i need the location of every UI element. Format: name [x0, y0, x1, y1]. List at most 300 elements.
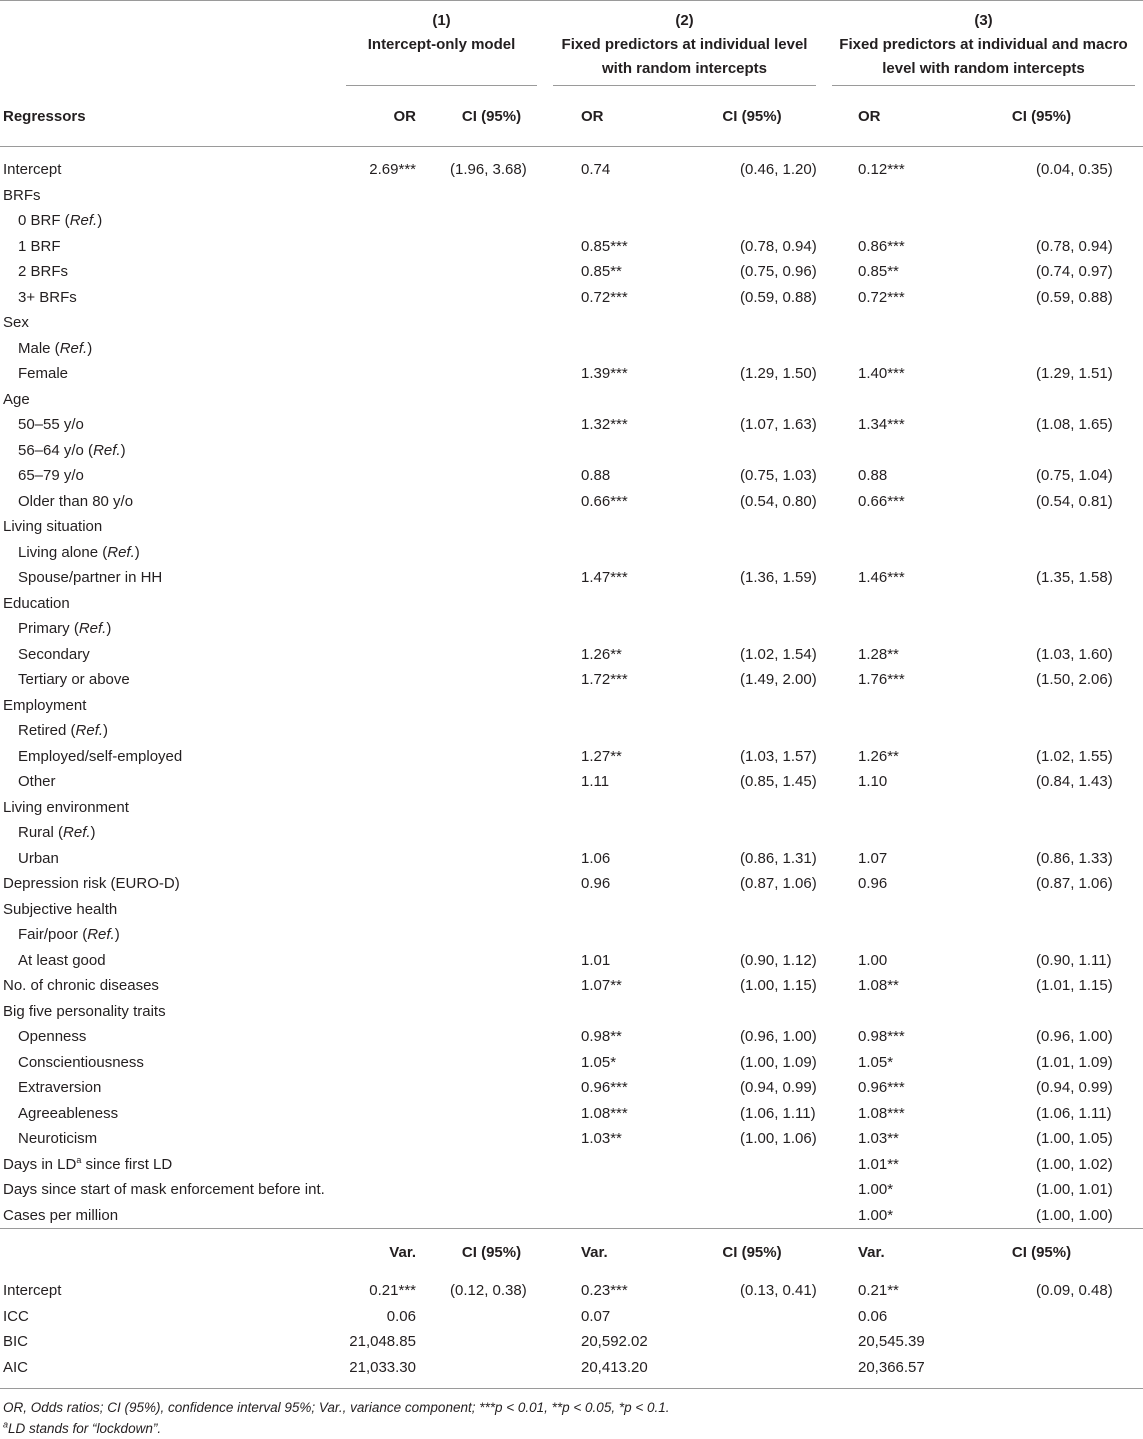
var-ci-model-3 [930, 1329, 1143, 1355]
regressor-label: 56–64 y/o (Ref.) [18, 441, 126, 459]
or-value-model-2: 1.72*** [581, 671, 628, 688]
regressor-label-text: Subjective health [3, 900, 118, 918]
or-value-model-3 [824, 922, 930, 948]
or-value-model-3: 0.96 [858, 875, 888, 892]
ci-value-model-2 [650, 718, 824, 744]
ci-value-model-3 [930, 795, 1143, 821]
regressors-header: Regressors [0, 86, 338, 147]
or-value-model-2 [545, 693, 650, 719]
or-value-model-3 [824, 718, 930, 744]
regressor-label [0, 489, 338, 515]
ci-value-model-2: (1.49, 2.00) [740, 671, 817, 688]
regressor-label [0, 948, 338, 974]
model-3-title: Fixed predictors at individual and macro level with random intercepts [839, 36, 1128, 77]
or-value-model-3: 1.07 [858, 849, 888, 867]
variance-row [0, 1329, 1143, 1355]
regressor-label-text: Education [3, 594, 70, 612]
ci-value-model-3 [930, 438, 1143, 464]
ci-header-3: CI (95%) [930, 86, 1143, 147]
regressor-label-text: Cases per million [3, 1206, 119, 1224]
ci-value-model-1: (1.96, 3.68) [450, 161, 527, 178]
abbreviation-note: OR, Odds ratios; CI (95%), confidence interval 95%; Var., variance component; ***p < 0.01, **p < 0.05, *p < 0.1. [3, 1400, 670, 1415]
or-value-model-2: 0.88 [581, 467, 611, 484]
or-value-model-2 [545, 897, 650, 923]
ci-value-model-2 [650, 795, 824, 821]
ci-value-model-3 [930, 183, 1143, 209]
regressor-label-text: Employment [3, 696, 87, 714]
or-value-model-3 [824, 897, 930, 923]
regressor-label [0, 1152, 338, 1178]
variance-row [0, 1304, 1143, 1330]
ci-value-model-1 [438, 973, 545, 999]
ci-value-model-3 [930, 616, 1143, 642]
or-value-model-3: 1.08** [858, 977, 899, 994]
ci-value-model-3: (0.90, 1.11) [1036, 951, 1112, 969]
ci-value-model-1 [438, 540, 545, 566]
table-row [0, 1050, 1143, 1076]
ci-value-model-2: (1.29, 1.50) [740, 365, 817, 382]
table-row [0, 1152, 1143, 1178]
or-value-model-3: 0.88 [858, 467, 888, 484]
regressor-label [0, 387, 338, 413]
ci-value-model-2: (1.00, 1.09) [740, 1053, 817, 1071]
var-ci-header-2: CI (95%) [722, 1243, 782, 1261]
or-value-model-1 [338, 591, 438, 617]
var-value-model-1: 21,048.85 [349, 1333, 416, 1350]
ci-value-model-1 [438, 361, 545, 387]
regressor-label: Retired (Ref.) [18, 722, 109, 739]
table-row [0, 948, 1143, 974]
var-ci-model-3 [930, 1304, 1143, 1330]
ci-value-model-2: (0.78, 0.94) [740, 237, 817, 255]
ci-value-model-1 [438, 871, 545, 897]
or-value-model-1 [338, 769, 438, 795]
regressor-label: Rural (Ref.) [18, 824, 96, 841]
regressor-label-text: Age [3, 390, 30, 408]
regressor-label-text: 56–64 y/o [18, 441, 84, 459]
var-value-model-3: 0.21** [858, 1282, 899, 1299]
ci-value-model-1 [438, 744, 545, 770]
reference-marker: Ref. [69, 212, 98, 229]
regressor-label-text: 50–55 y/o [18, 416, 84, 433]
ci-value-model-3: (1.01, 1.09) [1036, 1053, 1113, 1071]
table-row [0, 387, 1143, 413]
variance-body [0, 1278, 1143, 1381]
or-value-model-3: 1.01** [858, 1155, 899, 1173]
or-value-model-2 [545, 336, 650, 362]
or-value-model-1 [338, 1126, 438, 1152]
or-value-model-2 [545, 387, 650, 413]
regressor-label [0, 259, 338, 285]
or-value-model-2: 1.08*** [581, 1104, 628, 1122]
or-value-model-3 [824, 820, 930, 846]
ci-value-model-2 [650, 1203, 824, 1229]
ci-value-model-1 [438, 1075, 545, 1101]
var-ci-model-1: (0.12, 0.38) [450, 1282, 527, 1299]
regressor-label-text: Older than 80 y/o [18, 492, 134, 510]
or-value-model-2: 1.07** [581, 977, 622, 994]
regressor-label [0, 285, 338, 311]
or-value-model-1 [338, 667, 438, 693]
or-value-model-3: 1.10 [858, 773, 888, 790]
or-value-model-2 [545, 514, 650, 540]
reference-marker: Ref. [78, 620, 107, 637]
or-value-model-1 [338, 642, 438, 668]
regressor-label-text: Living situation [3, 518, 103, 535]
or-value-model-2: 1.26** [581, 645, 622, 663]
ci-value-model-2 [650, 693, 824, 719]
or-value-model-3: 0.98*** [858, 1028, 905, 1045]
or-value-model-3 [824, 310, 930, 336]
ci-value-model-3: (1.35, 1.58) [1036, 569, 1113, 586]
regressor-label [0, 361, 338, 387]
ci-value-model-1 [438, 412, 545, 438]
ci-value-model-2: (0.54, 0.80) [740, 492, 817, 510]
ci-value-model-2: (0.96, 1.00) [740, 1028, 817, 1045]
table-row [0, 718, 1143, 744]
variance-label: Intercept [3, 1282, 62, 1299]
regressor-label [0, 1050, 338, 1076]
or-value-model-2 [545, 616, 650, 642]
ci-value-model-3: (0.75, 1.04) [1036, 467, 1113, 484]
model-1-number: (1) [432, 12, 451, 29]
table-row [0, 922, 1143, 948]
ci-value-model-1 [438, 1101, 545, 1127]
regressor-label [0, 999, 338, 1025]
regressor-label [0, 1024, 338, 1050]
ci-value-model-2 [650, 999, 824, 1025]
or-value-model-3: 1.05* [858, 1053, 894, 1071]
regressor-label [0, 310, 338, 336]
ci-value-model-2 [650, 616, 824, 642]
table-row [0, 259, 1143, 285]
or-value-model-2: 1.01 [581, 951, 611, 969]
ci-value-model-3: (1.01, 1.15) [1036, 977, 1113, 994]
ci-value-model-2 [650, 514, 824, 540]
regressor-label-text: Living alone [18, 543, 99, 561]
or-value-model-3 [824, 387, 930, 413]
or-value-model-2 [545, 540, 650, 566]
ci-value-model-3: (0.84, 1.43) [1036, 773, 1113, 790]
ci-value-model-3 [930, 540, 1143, 566]
ci-value-model-3: (1.00, 1.00) [1036, 1206, 1113, 1224]
ci-value-model-3 [930, 693, 1143, 719]
regressor-label [0, 795, 338, 821]
regressor-label-text: BRFs [3, 186, 41, 204]
or-value-model-3 [824, 999, 930, 1025]
or-value-model-2 [545, 922, 650, 948]
or-value-model-1 [338, 1050, 438, 1076]
ci-value-model-2 [650, 183, 824, 209]
regressor-label [0, 1075, 338, 1101]
ci-value-model-2: (0.86, 1.31) [740, 849, 817, 867]
ci-value-model-3: (1.00, 1.01) [1036, 1181, 1113, 1198]
or-value-model-2 [545, 999, 650, 1025]
regressor-label-suffix: since first LD [81, 1155, 173, 1173]
var-value-model-3: 20,545.39 [858, 1333, 925, 1350]
ci-value-model-1 [438, 259, 545, 285]
ci-value-model-1 [438, 897, 545, 923]
regressor-label [0, 412, 338, 438]
ci-value-model-3 [930, 310, 1143, 336]
or-value-model-2: 0.96 [581, 875, 611, 892]
regressor-label [0, 234, 338, 260]
table-row [0, 744, 1143, 770]
or-value-model-3 [824, 693, 930, 719]
ci-value-model-2: (0.85, 1.45) [740, 773, 817, 790]
regressor-label [0, 871, 338, 897]
regressor-label-text: Retired [18, 722, 67, 739]
ci-value-model-2 [650, 310, 824, 336]
model-1-header [338, 1, 545, 86]
reference-marker: Ref. [59, 339, 88, 357]
ci-value-model-3 [930, 336, 1143, 362]
regressor-label-text: Spouse/partner in HH [18, 569, 163, 586]
or-value-model-3: 1.28** [858, 645, 899, 663]
or-value-model-1 [338, 412, 438, 438]
ci-value-model-2: (1.36, 1.59) [740, 569, 817, 586]
ci-value-model-2: (0.94, 0.99) [740, 1079, 817, 1096]
or-value-model-1 [338, 999, 438, 1025]
table-row [0, 463, 1143, 489]
or-value-model-1 [338, 744, 438, 770]
ci-value-model-3: (1.03, 1.60) [1036, 645, 1113, 663]
model-3-header [824, 1, 1143, 86]
var-ci-model-1 [438, 1304, 545, 1330]
reference-marker: Ref. [75, 722, 104, 739]
variance-label: BIC [3, 1333, 29, 1350]
var-ci-model-3 [930, 1355, 1143, 1381]
or-value-model-1 [338, 310, 438, 336]
reference-marker: Ref. [87, 926, 115, 943]
regressor-label-text: Female [18, 365, 69, 382]
or-value-model-2: 1.06 [581, 849, 611, 867]
ci-value-model-1 [438, 1050, 545, 1076]
var-value-model-2: 0.07 [581, 1307, 611, 1325]
regressor-label [0, 744, 338, 770]
ci-value-model-1 [438, 1152, 545, 1178]
ci-value-model-2: (1.02, 1.54) [740, 645, 817, 663]
ci-value-model-1 [438, 438, 545, 464]
footnote-text: LD stands for “lockdown”. [8, 1421, 162, 1436]
table-row [0, 1024, 1143, 1050]
or-value-model-3 [824, 183, 930, 209]
table-row [0, 361, 1143, 387]
ci-value-model-1 [438, 489, 545, 515]
table-row [0, 234, 1143, 260]
regressor-label-text: Days in LD [3, 1155, 77, 1173]
or-value-model-2: 0.96*** [581, 1079, 628, 1096]
ci-value-model-3 [930, 591, 1143, 617]
ci-value-model-3 [930, 999, 1143, 1025]
var-value-model-1: 21,033.30 [349, 1358, 416, 1376]
ci-value-model-3 [930, 718, 1143, 744]
or-value-model-2 [545, 1177, 650, 1203]
or-value-model-1 [338, 1075, 438, 1101]
ci-value-model-1 [438, 795, 545, 821]
table-row [0, 1203, 1143, 1229]
var-ci-model-2 [650, 1355, 824, 1381]
ci-value-model-3: (1.00, 1.05) [1036, 1130, 1113, 1147]
ci-value-model-3: (0.96, 1.00) [1036, 1028, 1113, 1045]
ci-value-model-1 [438, 514, 545, 540]
ci-value-model-1 [438, 922, 545, 948]
ci-value-model-2 [650, 208, 824, 234]
ci-value-model-2: (0.75, 1.03) [740, 467, 817, 484]
table-row [0, 693, 1143, 719]
or-value-model-1 [338, 463, 438, 489]
regressor-label [0, 565, 338, 591]
or-value-model-1 [338, 489, 438, 515]
regressor-label [0, 667, 338, 693]
ci-value-model-3: (0.87, 1.06) [1036, 875, 1113, 892]
table-row [0, 540, 1143, 566]
var-value-model-2: 0.23*** [581, 1282, 628, 1299]
regressor-label-text: Secondary [18, 645, 90, 663]
ci-value-model-3: (1.50, 2.06) [1036, 671, 1113, 688]
variance-section [0, 1229, 1143, 1278]
or-value-model-2: 0.66*** [581, 492, 628, 510]
table-row [0, 438, 1143, 464]
reference-marker: Ref. [63, 824, 91, 841]
or-value-model-1 [338, 540, 438, 566]
ci-value-model-2: (0.46, 1.20) [740, 161, 817, 178]
regressor-label-text: Primary [18, 620, 70, 637]
variance-label: AIC [3, 1358, 29, 1376]
table-row [0, 642, 1143, 668]
or-value-model-1 [338, 718, 438, 744]
regressor-label-text: Openness [18, 1028, 87, 1045]
ci-value-model-3 [930, 820, 1143, 846]
table-row [0, 285, 1143, 311]
regressor-label-text: Neuroticism [18, 1130, 98, 1147]
or-value-model-2 [545, 183, 650, 209]
regressor-label-text: Urban [18, 849, 59, 867]
table-row [0, 1126, 1143, 1152]
ci-value-model-1 [438, 820, 545, 846]
or-value-model-3: 0.72*** [858, 288, 905, 306]
table-row [0, 897, 1143, 923]
ci-value-model-1 [438, 336, 545, 362]
ci-value-model-3: (0.78, 0.94) [1036, 237, 1113, 255]
var-header-3: Var. [858, 1243, 885, 1261]
or-value-model-3: 0.86*** [858, 237, 905, 255]
or-value-model-3: 1.40*** [858, 365, 905, 382]
var-header-2: Var. [581, 1243, 608, 1261]
ci-value-model-3: (0.94, 0.99) [1036, 1079, 1113, 1096]
regressor-label [0, 1177, 338, 1203]
or-value-model-2 [545, 1203, 650, 1229]
ci-value-model-1 [438, 642, 545, 668]
ci-value-model-2 [650, 1177, 824, 1203]
or-value-model-1 [338, 387, 438, 413]
regressor-label [0, 693, 338, 719]
regressor-label: Male (Ref.) [18, 339, 93, 357]
or-value-model-1 [338, 1101, 438, 1127]
ci-value-model-3: (0.86, 1.33) [1036, 849, 1113, 867]
variance-label: ICC [3, 1307, 29, 1325]
ci-value-model-1 [438, 1024, 545, 1050]
reference-marker: Ref. [107, 543, 135, 561]
or-value-model-3: 0.96*** [858, 1079, 905, 1096]
or-value-model-2: 0.72*** [581, 288, 628, 306]
or-value-model-2 [545, 1152, 650, 1178]
regressor-label-text: 2 BRFs [18, 263, 69, 280]
regressor-label: Fair/poor (Ref.) [18, 926, 120, 943]
regressor-label-text: Tertiary or above [18, 671, 130, 688]
ci-value-model-2 [650, 1152, 824, 1178]
or-value-model-1 [338, 438, 438, 464]
reference-marker: Ref. [93, 441, 121, 459]
var-ci-model-2 [650, 1304, 824, 1330]
table-row [0, 795, 1143, 821]
or-value-model-1 [338, 973, 438, 999]
or-value-model-2: 1.47*** [581, 569, 628, 586]
ci-value-model-2 [650, 336, 824, 362]
or-value-model-1 [338, 693, 438, 719]
or-value-model-1 [338, 234, 438, 260]
table-row [0, 310, 1143, 336]
or-value-model-1 [338, 259, 438, 285]
regressor-label: Primary (Ref.) [18, 620, 112, 637]
var-ci-model-1 [438, 1355, 545, 1381]
variance-blank-cell [0, 1241, 338, 1263]
coefficients-body [0, 147, 1143, 1229]
or-value-model-1 [338, 565, 438, 591]
or-value-model-2: 0.98** [581, 1028, 622, 1045]
regressor-label [0, 973, 338, 999]
or-value-model-3 [824, 540, 930, 566]
regressor-label-text: Days since start of mask enforcement before int. [3, 1181, 325, 1198]
regressor-label-text: Conscientiousness [18, 1053, 144, 1071]
or-value-model-1 [338, 922, 438, 948]
or-value-model-1 [338, 336, 438, 362]
var-ci-header-1: CI (95%) [461, 1243, 522, 1261]
var-value-model-3: 0.06 [858, 1307, 888, 1325]
or-value-model-1: 2.69*** [369, 161, 416, 178]
ci-value-model-2: (1.06, 1.11) [740, 1104, 816, 1122]
or-value-model-1 [338, 846, 438, 872]
regressor-label-text: 0 BRF [18, 212, 61, 229]
ci-value-model-1 [438, 591, 545, 617]
regressor-label-text: Employed/self-employed [18, 747, 183, 765]
ci-value-model-1 [438, 285, 545, 311]
ci-value-model-1 [438, 718, 545, 744]
footnote-marker: a [76, 1154, 82, 1165]
lockdown-footnote [0, 1418, 1143, 1439]
ci-value-model-2 [650, 438, 824, 464]
or-value-model-2: 1.32*** [581, 416, 628, 433]
regressor-label [0, 183, 338, 209]
table-row [0, 336, 1143, 362]
or-value-model-3 [824, 514, 930, 540]
ci-value-model-1 [438, 565, 545, 591]
regressor-label-text: Other [18, 773, 56, 790]
ci-value-model-2: (1.07, 1.63) [740, 416, 817, 433]
table-row [0, 667, 1143, 693]
table-row [0, 412, 1143, 438]
or-value-model-2: 1.39*** [581, 365, 628, 382]
regressor-label-text: Rural [18, 824, 54, 841]
or-value-model-3 [824, 336, 930, 362]
regressor-label [0, 642, 338, 668]
table-row [0, 565, 1143, 591]
table-row [0, 769, 1143, 795]
ci-value-model-2: (0.59, 0.88) [740, 288, 817, 306]
regressor-label [0, 1101, 338, 1127]
regressor-label [0, 846, 338, 872]
ci-value-model-1 [438, 310, 545, 336]
